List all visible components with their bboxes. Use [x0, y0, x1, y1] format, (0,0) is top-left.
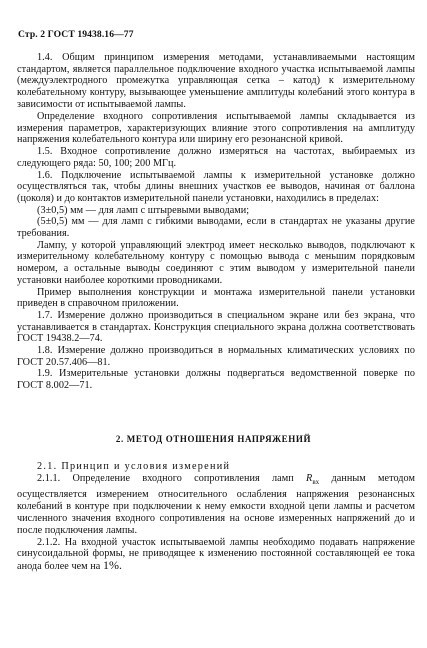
paragraph-multiple-leads: Лампу, у которой управляющий электрод имеет несколько выводов, подключают к измерительному колебательному контуру с помощью вывода с меньшим порядковым номером, а остальные выводы соединяют с этим выводом у измерительной панели установки наиболее короткими проводниками.	[17, 239, 415, 286]
paragraph-flexible-leads: (5±0,5) мм — для ламп с гибкими выводами, если в стандартах не указаны другие требования.	[17, 216, 415, 240]
paragraph-1-7: 1.7. Измерение должно производиться в специальном экране или без экрана, что устанавливается в стандартах. Конструкция специального экрана должна соответствовать ГОСТ 19438.2—74.	[17, 309, 415, 345]
paragraph-1-8: 1.8. Измерение должно производиться в нормальных климатических условиях по ГОСТ 20.57.406—81.	[17, 345, 415, 368]
paragraph-1-5: 1.5. Входное сопротивление должно измеряться на частотах, выбираемых из следующего ряда: 50, 100; 200 МГц.	[17, 146, 415, 169]
paragraph-input-resistance: Определение входного сопротивления испытываемой лампы складывается из измерения параметров, характеризующих влияние этого сопротивления на амплитуду напряжения колебательного контура или ширину его резонансной кривой.	[17, 111, 415, 146]
section-2-heading: 2. МЕТОД ОТНОШЕНИЯ НАПРЯЖЕНИЙ	[115, 434, 312, 444]
paragraph-pin-leads: (3±0,5) мм — для ламп с штыревыми выводами;	[37, 204, 250, 216]
paragraph-2-1-1: 2.1.1. Определение входного сопротивления ламп $R_{вх}$ данным методом осуществляется измерением относительного ослабления напряжения резонансных колебаний в контуре при подключении к нему емкости входной цепи лампы и расчетом численного значения входного сопротивления на основе измеренных напряжений до и после подключения лампы.	[17, 473, 415, 536]
paragraph-example: Пример выполнения конструкции и монтажа измерительной панели установки приведен в справочном приложении.	[17, 286, 415, 310]
section-2-text	[17, 461, 415, 573]
subheading-2-1: 2.1. Принцип и условия измерений	[37, 461, 231, 472]
paragraph-2-1-2: 2.1.2. На входной участок испытываемой лампы необходимо подавать напряжение синусоидальной формы, не приводящее к изменению постоянной составляющей ее тока анода более чем на 1%.	[17, 536, 415, 573]
page-header: Стр. 2 ГОСТ 19438.16—77	[18, 29, 134, 40]
paragraph-1-9: 1.9. Измерительные установки должны подвергаться ведомственной поверке по ГОСТ 8.002—71.	[17, 368, 415, 392]
section-1-text	[17, 52, 415, 392]
paragraph-1-6: 1.6. Подключение испытываемой лампы к измерительной установке должно осуществляться так, чтобы длины внешних участков ее выводов, начиная от баллона (цоколя) и до контактов измерительной панели установки, находились в пределах:	[17, 169, 415, 204]
paragraph-1-4: 1.4. Общим принципом измерения методами, устанавливаемыми настоящим стандартом, является параллельное подключение входного участка испытываемой лампы (междуэлектродного промежутка управляющая сетка – катод) к измерительному колебательному контуру, вызывающее уменьшение амплитуды колебаний этого контура в зависимости от испытываемой лампы.	[17, 52, 415, 110]
